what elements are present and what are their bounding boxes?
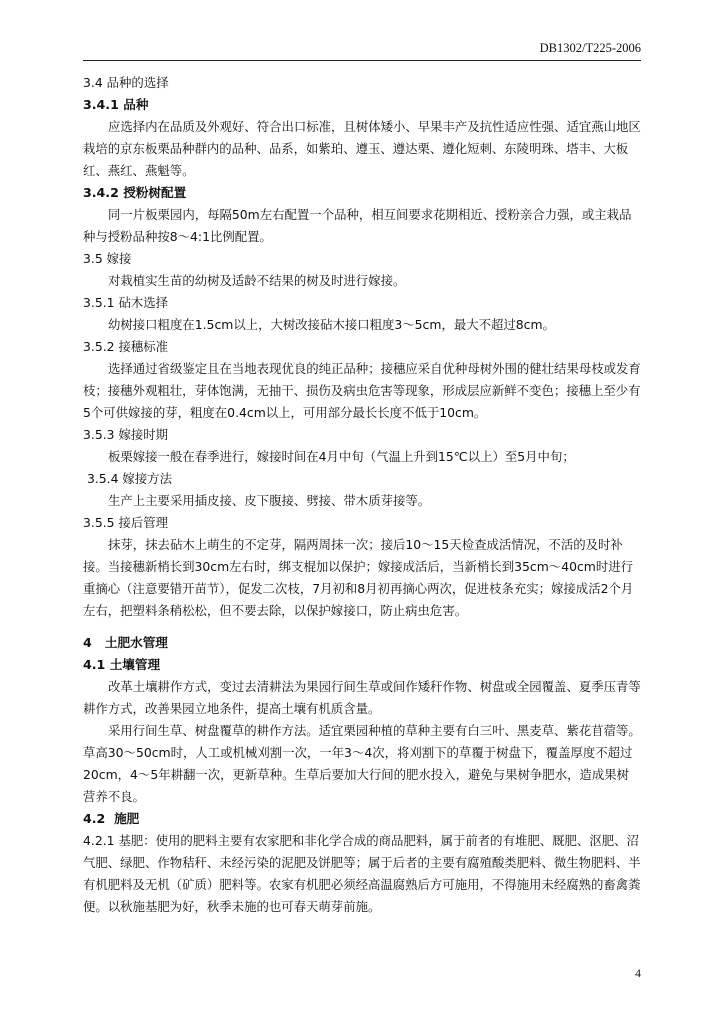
paragraph-4-1-b: 采用行间生草、树盘覆草的耕作方法。适宜栗园种植的草种主要有白三叶、黑麦草、紫花苜蓿等。草高30～50cm时，人工或机械刈割一次，一年3～4次，将刈割下的草覆于树盘下，覆盖厚度不超过20cm，4～5年耕翻一次，更新草种。生草后要加大行间的肥水投入，避免与果树争肥水，造成果树营养不良。 [83,723,641,804]
page-number: 4 [635,966,641,980]
paragraph-3-4-2: 同一片板栗园内，每隔50m左右配置一个品种，相互间要求花期相近、授粉亲合力强，或主栽品种与授粉品种按8～4:1比例配置。 [83,207,632,244]
section-heading-3-5: 3.5 嫁接 [83,251,132,266]
section-heading-3-4-2: 3.4.2 授粉树配置 [83,185,187,200]
section-heading-3-4-1: 3.4.1 品种 [83,97,149,112]
paragraph-3-5-3: 板栗嫁接一般在春季进行，嫁接时间在4月中旬（气温上升到15℃以上）至5月中旬； [108,449,575,464]
paragraph-4-2-1: 4.2.1 基肥：使用的肥料主要有农家肥和非化学合成的商品肥料，属于前者的有堆肥、厩肥、沤肥、沼气肥、绿肥、作物秸秆、未经污染的泥肥及饼肥等；属于后者的主要有腐殖酸类肥料、微生物肥料、半有机肥料及无机（矿质）肥料等。农家有机肥必须经高温腐熟后方可施用，不得施用未经腐熟的畜禽粪便。以秋施基肥为好，秋季未施的也可春天萌芽前施。 [83,833,641,914]
paragraph-3-5: 对栽植实生苗的幼树及适龄不结果的树及时进行嫁接。 [108,273,406,288]
paragraph-3-5-1: 幼树接口粗度在1.5cm以上，大树改接砧木接口粗度3～5cm，最大不超过8cm。 [108,317,555,332]
section-heading-4: 4 土肥水管理 [83,635,168,650]
paragraph-3-5-2: 选择通过省级鉴定且在当地表现优良的纯正品种；接穗应采自优种母树外围的健壮结果母枝或发育枝；接穗外观粗壮，芽体饱满，无抽干、损伤及病虫危害等现象，形成层应新鲜不变色；接穗上至少有5个可供嫁接的芽，粗度在0.4cm以上，可用部分最长长度不低于10cm。 [83,361,641,420]
section-heading-4-2: 4.2 施肥 [83,811,140,826]
paragraph-4-1-a: 改革土壤耕作方式，变过去清耕法为果园行间生草或间作矮秆作物、树盘或全园覆盖、夏季压青等耕作方式，改善果园立地条件，提高土壤有机质含量。 [83,679,641,716]
document-code: DB1302/T225-2006 [539,41,641,55]
paragraph-3-5-5: 抹芽，抹去砧木上萌生的不定芽，隔两周抹一次；接后10～15天检查成活情况，不活的及时补接。当接穗新梢长到30cm左右时，绑支棍加以保护；嫁接成活后，当新梢长到35cm～40cm时进行重摘心（注意要错开苗节），促发二次枝，7月初和8月初再摘心两次，促进枝条充实；嫁接成活2个月左右，把塑料条稍松松，但不要去除，以保护嫁接口，防止病虫危害。 [83,537,634,618]
paragraph-3-5-4: 生产上主要采用插皮接、皮下腹接、劈接、带木质芽接等。 [108,493,431,508]
section-heading-3-5-1: 3.5.1 砧木选择 [83,295,169,310]
section-heading-3-4: 3.4 品种的选择 [83,75,169,90]
document-body [83,72,641,918]
paragraph-3-4-1: 应选择内在品质及外观好、符合出口标准，且树体矮小、早果丰产及抗性适应性强、适宜燕山地区栽培的京东板栗品种群内的品种、品系，如紫珀、遵玉、遵达栗、遵化短刺、东陵明珠、塔丰、大板红、燕红、燕魁等。 [83,119,641,178]
section-heading-3-5-2: 3.5.2 接穗标准 [83,339,169,354]
section-heading-4-1: 4.1 土壤管理 [83,657,161,672]
section-gap [83,622,641,632]
header-rule [83,60,641,61]
section-heading-3-5-3: 3.5.3 嫁接时期 [83,427,169,442]
section-heading-3-5-4: 3.5.4 嫁接方法 [83,471,172,486]
section-heading-3-5-5: 3.5.5 接后管理 [83,515,169,530]
